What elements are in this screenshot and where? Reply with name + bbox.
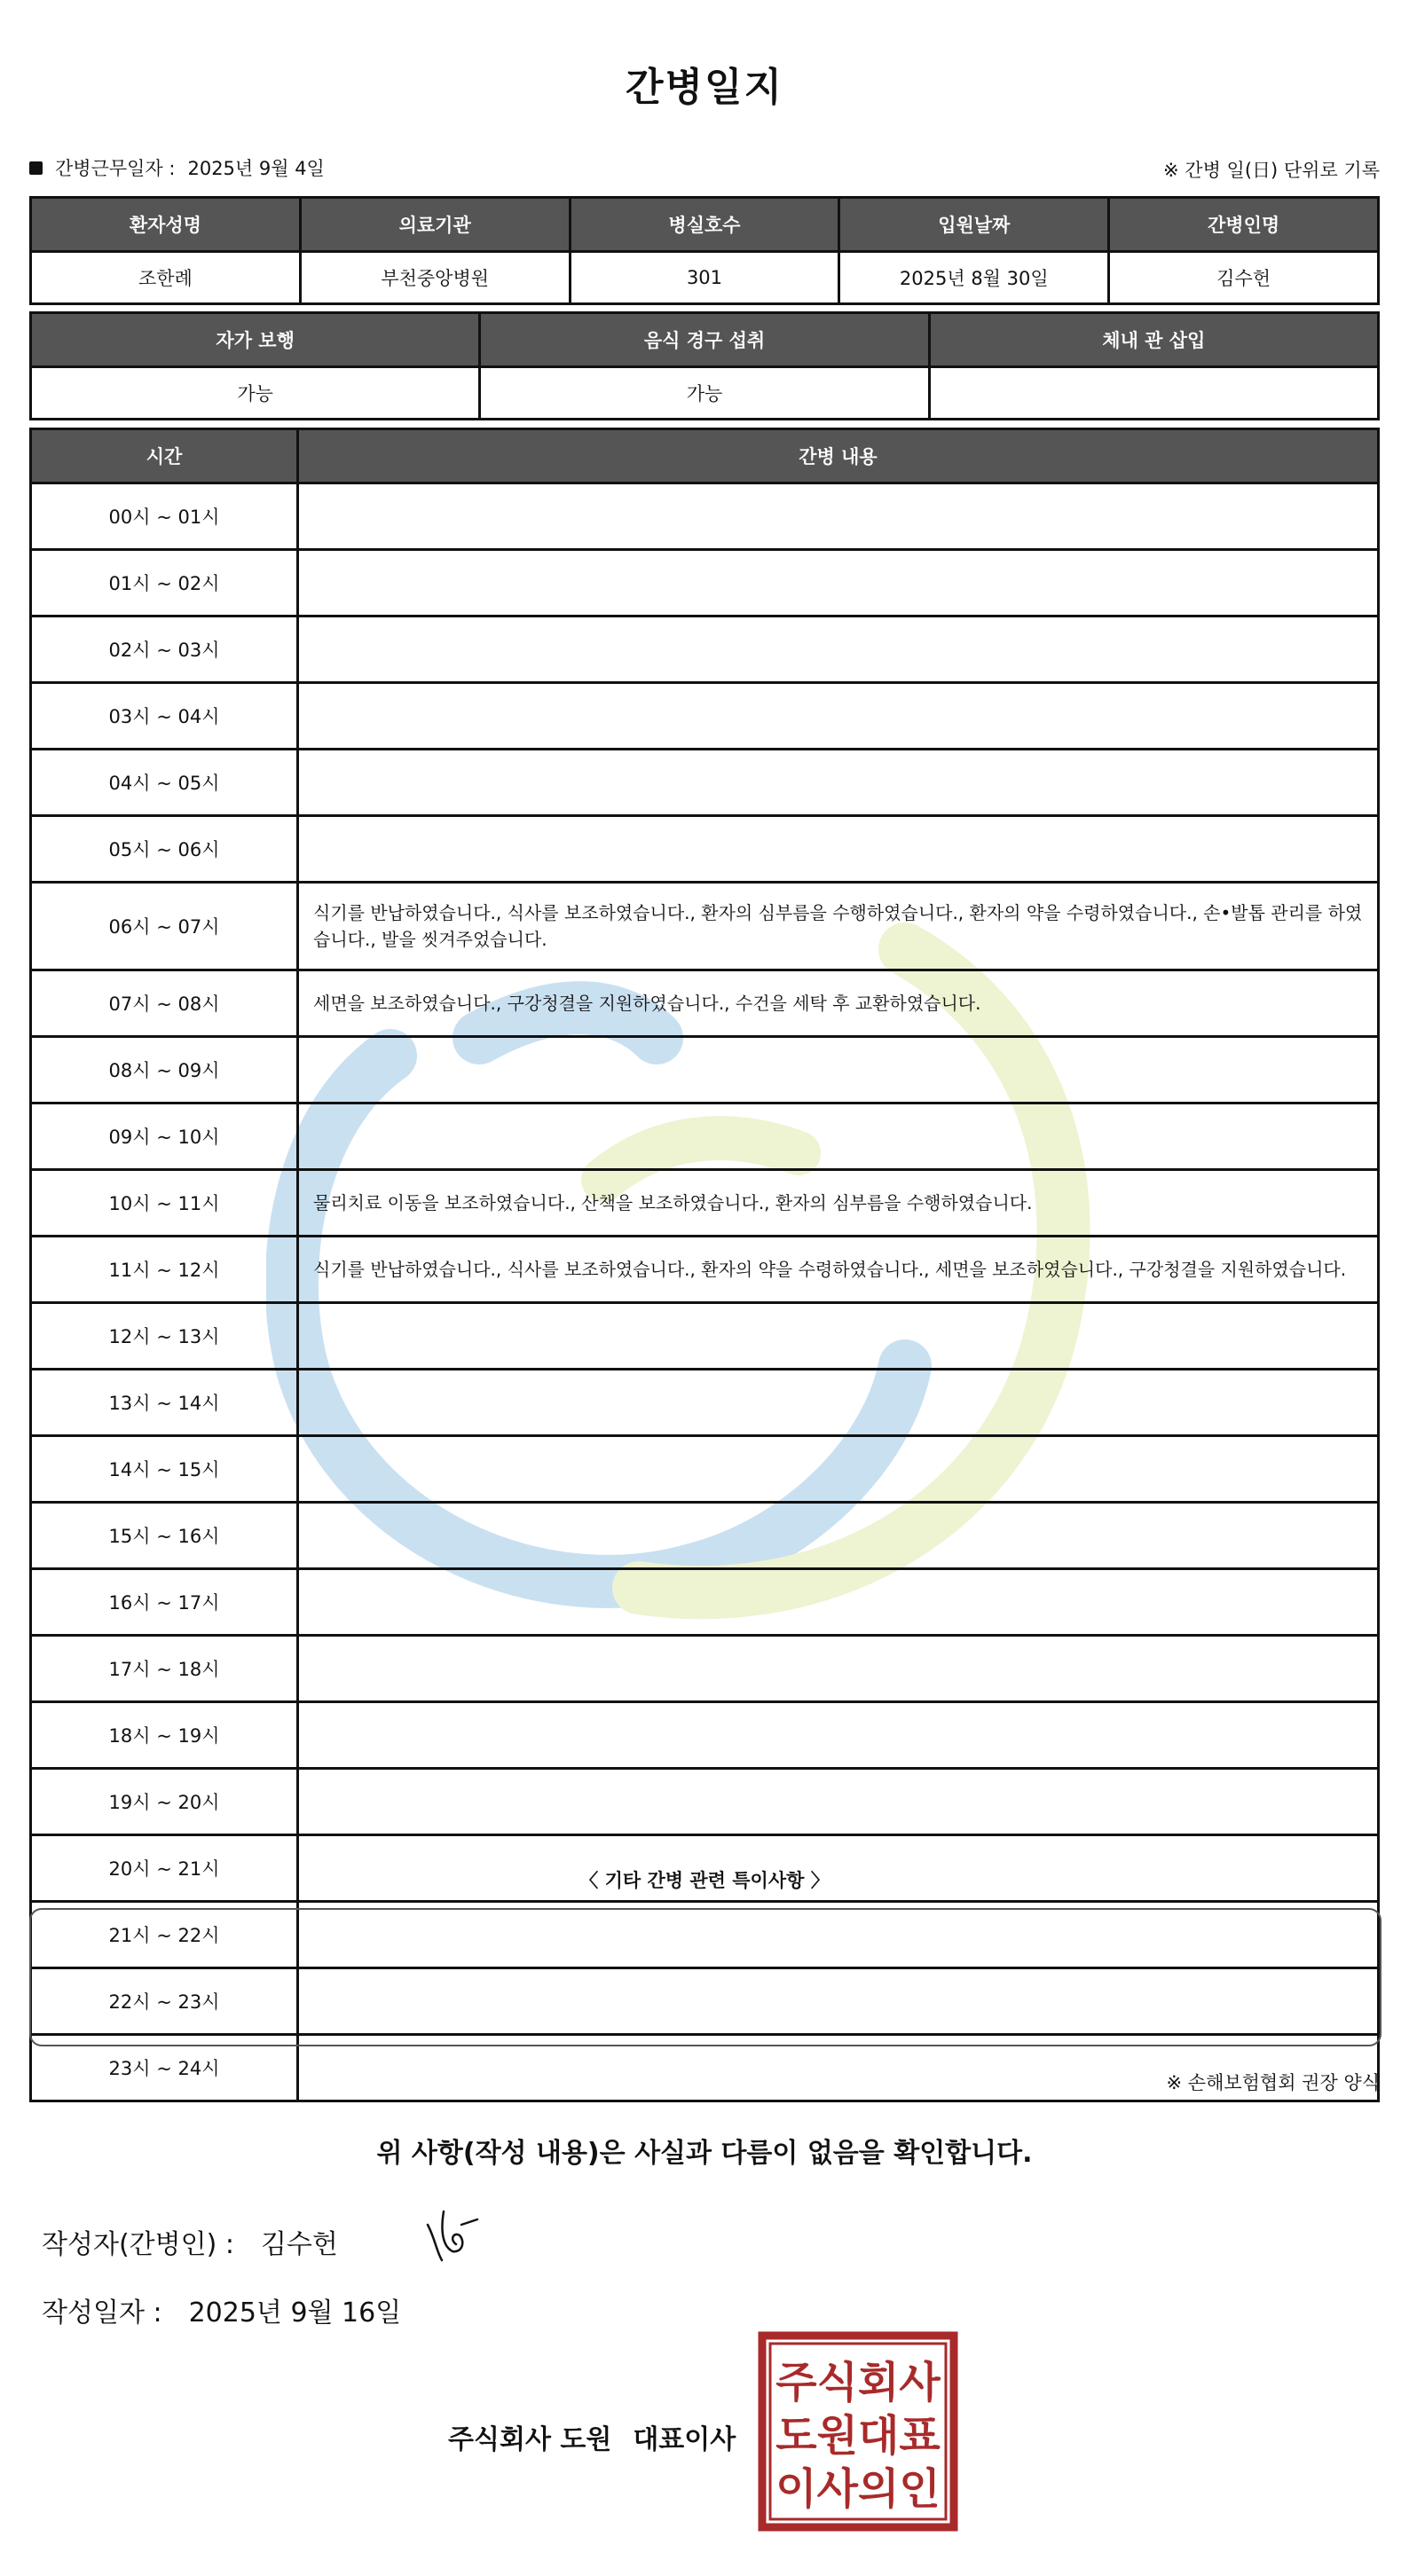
patient-header-row	[31, 198, 1379, 252]
log-row	[31, 1503, 1379, 1569]
author-name: 김수헌	[260, 2229, 338, 2260]
log-time: 08시 ~ 09시	[31, 1037, 298, 1103]
log-row	[31, 1237, 1379, 1303]
company-name: 주식회사 도원	[448, 2424, 612, 2455]
log-content: 식기를 반납하였습니다., 식사를 보조하였습니다., 환자의 약을 수령하였습니다., 세면을 보조하였습니다., 구강청결을 지원하였습니다.	[298, 1237, 1379, 1303]
log-time: 23시 ~ 24시	[31, 2035, 298, 2101]
company-role: 대표이사	[633, 2424, 736, 2455]
header-room: 병실호수	[570, 198, 839, 252]
date-label: 작성일자 :	[42, 2297, 162, 2329]
log-time: 17시 ~ 18시	[31, 1636, 298, 1702]
header-hospital: 의료기관	[300, 198, 570, 252]
log-time: 07시 ~ 08시	[31, 970, 298, 1037]
header-patient-name: 환자성명	[31, 198, 301, 252]
date-value: 2025년 9월 16일	[188, 2297, 402, 2329]
log-row	[31, 1702, 1379, 1769]
log-row	[31, 883, 1379, 970]
log-time: 13시 ~ 14시	[31, 1370, 298, 1436]
care-log-table	[29, 428, 1380, 2102]
log-time: 14시 ~ 15시	[31, 1436, 298, 1503]
log-time: 12시 ~ 13시	[31, 1303, 298, 1370]
header-time: 시간	[31, 429, 298, 483]
patient-value-row	[31, 252, 1379, 304]
log-row	[31, 483, 1379, 550]
log-time: 05시 ~ 06시	[31, 816, 298, 883]
log-content	[298, 617, 1379, 683]
room-number: 301	[570, 252, 839, 304]
patient-info-table	[29, 196, 1380, 305]
tube-insertion-value	[929, 367, 1378, 420]
log-row	[31, 1303, 1379, 1370]
work-date	[29, 154, 325, 181]
header-admission-date: 입원날짜	[839, 198, 1109, 252]
log-time: 22시 ~ 23시	[31, 1968, 298, 2035]
log-row	[31, 550, 1379, 617]
seal-line-1: 주식회사	[775, 2358, 941, 2407]
page-title: 간병일지	[625, 65, 783, 110]
log-content	[298, 1569, 1379, 1636]
log-content	[298, 1503, 1379, 1569]
log-content: 식기를 반납하였습니다., 식사를 보조하였습니다., 환자의 심부름을 수행하였습니다., 환자의 약을 수령하였습니다., 손•발톱 관리를 하였습니다., 발을 씻겨주었습니다.	[298, 883, 1379, 970]
company-seal-stamp	[758, 2331, 958, 2532]
log-time: 19시 ~ 20시	[31, 1769, 298, 1835]
log-row	[31, 1170, 1379, 1237]
log-content	[298, 1702, 1379, 1769]
log-content	[298, 1436, 1379, 1503]
self-walking-value: 가능	[31, 367, 480, 420]
company-line	[448, 2417, 736, 2456]
log-row	[31, 1103, 1379, 1170]
special-notes-box[interactable]	[29, 1908, 1381, 2046]
log-content	[298, 1370, 1379, 1436]
author-line	[42, 2222, 338, 2261]
log-time: 16시 ~ 17시	[31, 1569, 298, 1636]
written-date-line	[42, 2290, 401, 2329]
header-care-content: 간병 내용	[298, 429, 1379, 483]
work-date-label: 간병근무일자 :	[55, 158, 176, 179]
log-row	[31, 1436, 1379, 1503]
log-time: 18시 ~ 19시	[31, 1702, 298, 1769]
log-content	[298, 1636, 1379, 1702]
seal-line-3: 이사의인	[775, 2464, 941, 2514]
log-content: 세면을 보조하였습니다., 구강청결을 지원하였습니다., 수건을 세탁 후 교환하였습니다.	[298, 970, 1379, 1037]
log-content: 물리치료 이동을 보조하였습니다., 산책을 보조하였습니다., 환자의 심부름을 수행하였습니다.	[298, 1170, 1379, 1237]
log-row	[31, 750, 1379, 816]
log-time: 06시 ~ 07시	[31, 883, 298, 970]
log-content	[298, 1037, 1379, 1103]
log-time: 02시 ~ 03시	[31, 617, 298, 683]
log-row	[31, 683, 1379, 750]
log-row	[31, 1370, 1379, 1436]
author-label: 작성자(간병인) :	[42, 2229, 234, 2260]
log-header-row	[31, 429, 1379, 483]
admission-date: 2025년 8월 30일	[839, 252, 1109, 304]
header-caregiver: 간병인명	[1109, 198, 1379, 252]
unit-note: ※ 간병 일(日) 단위로 기록	[1163, 160, 1380, 181]
bullet-square-icon	[29, 161, 43, 175]
header-self-walking: 자가 보행	[31, 313, 480, 367]
log-time: 01시 ~ 02시	[31, 550, 298, 617]
log-content	[298, 550, 1379, 617]
log-row	[31, 816, 1379, 883]
notes-title: 〈 기타 간병 관련 특이사항 〉	[579, 1870, 830, 1891]
log-time: 04시 ~ 05시	[31, 750, 298, 816]
status-header-row	[31, 313, 1379, 367]
log-content	[298, 483, 1379, 550]
status-value-row	[31, 367, 1379, 420]
oral-intake-value: 가능	[480, 367, 929, 420]
log-content	[298, 750, 1379, 816]
log-time: 09시 ~ 10시	[31, 1103, 298, 1170]
signature-mark	[417, 2198, 488, 2269]
log-body	[31, 483, 1379, 2101]
work-date-value: 2025년 9월 4일	[187, 158, 325, 179]
log-time: 21시 ~ 22시	[31, 1902, 298, 1968]
log-time: 03시 ~ 04시	[31, 683, 298, 750]
log-time: 15시 ~ 16시	[31, 1503, 298, 1569]
seal-line-2: 도원대표	[775, 2411, 941, 2461]
log-row	[31, 1569, 1379, 1636]
patient-name: 조한례	[31, 252, 301, 304]
log-row	[31, 1037, 1379, 1103]
log-row	[31, 1636, 1379, 1702]
caregiver-name: 김수헌	[1109, 252, 1379, 304]
log-time: 11시 ~ 12시	[31, 1237, 298, 1303]
confirmation-statement: 위 사항(작성 내용)은 사실과 다름이 없음을 확인합니다.	[376, 2138, 1033, 2169]
log-content	[298, 816, 1379, 883]
log-time: 00시 ~ 01시	[31, 483, 298, 550]
log-content	[298, 1303, 1379, 1370]
form-note: ※ 손해보험협회 권장 양식	[1166, 2072, 1380, 2093]
log-row	[31, 617, 1379, 683]
log-time: 20시 ~ 21시	[31, 1835, 298, 1902]
log-row	[31, 970, 1379, 1037]
log-content	[298, 1769, 1379, 1835]
log-content	[298, 683, 1379, 750]
patient-status-table	[29, 311, 1380, 420]
header-tube-insertion: 체내 관 삽입	[929, 313, 1378, 367]
header-oral-intake: 음식 경구 섭취	[480, 313, 929, 367]
hospital-name: 부천중앙병원	[300, 252, 570, 304]
log-time: 10시 ~ 11시	[31, 1170, 298, 1237]
log-row	[31, 1769, 1379, 1835]
log-content	[298, 1103, 1379, 1170]
